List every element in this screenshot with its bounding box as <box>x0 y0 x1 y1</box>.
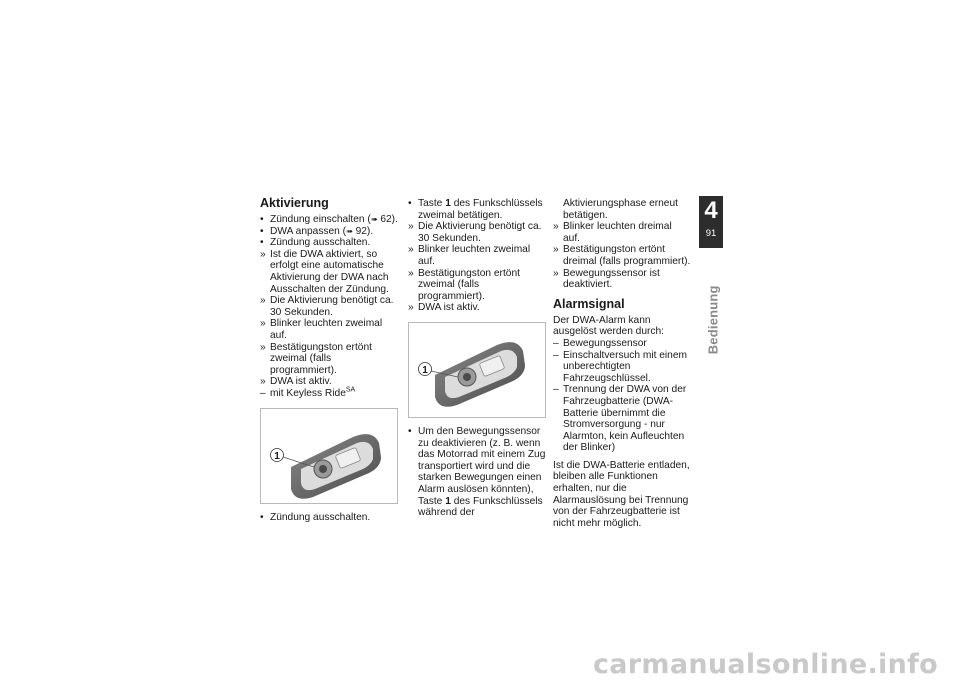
list-item-text: Ist die DWA aktiviert, so erfolgt eine automatische Aktivierung der DWA nach Ausschalten der Zündung. <box>270 248 389 295</box>
list-item <box>260 226 398 238</box>
list-item <box>260 512 398 524</box>
figure-callout-1: 1 <box>274 450 280 462</box>
key-fob-illustration <box>261 409 397 503</box>
list-item <box>408 268 546 303</box>
section-heading-alarmsignal: Alarmsignal <box>553 296 625 311</box>
column-1 <box>260 196 398 523</box>
list-item <box>408 221 546 244</box>
chapter-side-label <box>689 280 737 360</box>
list-item-text: 92). <box>352 225 374 237</box>
list-item-text: Taste <box>418 198 446 209</box>
key-fob-illustration <box>409 323 545 417</box>
column-3 <box>553 198 691 529</box>
chapter-number: 4 <box>704 197 718 224</box>
list-marker: » <box>553 221 559 233</box>
list-item-text: Um den Bewegungssensor zu deaktivieren (z. B. wenn das Motorrad mit einem Zug transportiert wird und die starken Bewegungen einen Alarm auslösen könnten), Taste <box>418 425 546 507</box>
list-item-text: Aktivierungsphase erneut betätigen. <box>563 198 678 221</box>
list-marker: » <box>408 267 414 279</box>
list-marker: – <box>260 387 266 399</box>
list-item-text: SA <box>345 386 356 394</box>
list-item-text: DWA anpassen ( <box>270 225 347 237</box>
list-item-text: DWA ist aktiv. <box>270 376 332 388</box>
key-fob-figure <box>408 322 546 418</box>
instruction-list-after <box>408 426 546 519</box>
list-item-text: Blinker leuchten zweimal auf. <box>270 318 383 341</box>
list-item-text: DWA ist aktiv. <box>418 302 480 314</box>
list-marker: » <box>260 248 266 260</box>
list-item <box>260 249 398 295</box>
list-item-text: Die Aktivierung benötigt ca. 30 Sekunden. <box>270 295 394 318</box>
list-marker: » <box>408 244 414 256</box>
list-item-text: Bestätigungston ertönt dreimal (falls programmiert). <box>563 244 691 267</box>
list-item <box>260 318 398 341</box>
list-marker: » <box>408 302 414 314</box>
instruction-list-after <box>260 512 398 524</box>
list-item-text: Die Aktivierung benötigt ca. 30 Sekunden. <box>418 221 542 244</box>
list-item <box>553 350 691 385</box>
key-fob-figure <box>260 408 398 504</box>
list-item-text: 1 <box>445 495 451 507</box>
alarm-trigger-list <box>553 338 691 454</box>
list-item-text: Zündung einschalten ( <box>270 214 371 225</box>
list-item <box>260 237 398 249</box>
list-item-text: Bestätigungston ertönt zweimal (falls programmiert). <box>270 341 372 376</box>
list-marker: » <box>260 295 266 307</box>
list-marker: » <box>408 221 414 233</box>
list-item <box>260 376 398 388</box>
list-item <box>553 338 691 350</box>
list-item <box>408 198 546 221</box>
list-marker: » <box>260 341 266 353</box>
list-item <box>553 198 691 221</box>
list-item-text: des Funkschlüssels während der <box>418 495 543 519</box>
instruction-list-continued <box>553 198 691 291</box>
list-marker: » <box>553 244 559 256</box>
list-item-text: Bewegungssensor <box>563 337 647 349</box>
chapter-tab <box>699 196 723 248</box>
page-ref-arrow-icon: ➠ <box>346 226 353 236</box>
list-item-text: Trennung der DWA von der Fahrzeugbatterie (DWA-Batterie übernimmt die Stromversorgung - nur Alarmton, kein Aufleuchten der Blinker) <box>563 384 687 454</box>
list-item <box>260 388 398 400</box>
list-marker: • <box>408 425 412 437</box>
page-number: 91 <box>705 228 717 239</box>
list-item <box>408 244 546 267</box>
list-item <box>408 302 546 314</box>
list-item-text: mit Keyless Ride <box>270 387 346 399</box>
list-marker: • <box>408 198 412 209</box>
list-item <box>408 426 546 519</box>
battery-note: Ist die DWA-Batterie entladen, bleiben alle Funktionen erhalten, nur die Alarmauslösung bei Trennung von der Fahrzeugbatterie ist nicht mehr möglich. <box>553 459 690 529</box>
list-marker: – <box>553 337 559 349</box>
list-item-text: des Funkschlüssels zweimal betätigen. <box>418 198 543 221</box>
alarm-intro: Der DWA-Alarm kann ausgelöst werden durch: <box>553 314 664 338</box>
list-item-text: Blinker leuchten dreimal auf. <box>563 221 672 244</box>
section-heading-aktivierung: Aktivierung <box>260 196 329 210</box>
list-marker: » <box>553 267 559 279</box>
list-item-text: Zündung ausschalten. <box>270 511 371 523</box>
list-item <box>553 268 691 291</box>
list-item <box>553 384 691 454</box>
list-item-text: Zündung ausschalten. <box>270 237 371 249</box>
list-item <box>553 244 691 267</box>
list-item <box>260 342 398 377</box>
list-marker: – <box>553 384 559 396</box>
list-marker: » <box>260 318 266 330</box>
list-item-text: Blinker leuchten zweimal auf. <box>418 244 531 267</box>
list-marker: • <box>260 237 264 249</box>
list-item-text: Einschaltversuch mit einem unberechtigten Fahrzeugschlüssel. <box>563 349 687 384</box>
figure-callout-1: 1 <box>422 364 428 376</box>
list-item-text: Bewegungssensor ist deaktiviert. <box>563 267 660 291</box>
list-item <box>553 221 691 244</box>
page-ref-arrow-icon: ➠ <box>370 215 378 224</box>
chapter-label: Bedienung <box>705 285 721 355</box>
list-item <box>260 214 398 226</box>
instruction-list <box>260 214 398 400</box>
list-marker: » <box>260 376 266 388</box>
list-marker: • <box>260 225 264 237</box>
list-item-text: 62). <box>377 214 398 225</box>
instruction-list <box>408 198 546 314</box>
list-item <box>260 295 398 318</box>
column-2 <box>408 198 546 519</box>
list-item-text: 1 <box>445 198 451 209</box>
watermark: carmanualsonline.info <box>592 649 938 680</box>
list-item-text: Bestätigungston ertönt zweimal (falls programmiert). <box>418 267 520 302</box>
list-marker: • <box>260 511 264 523</box>
list-marker: • <box>260 214 264 225</box>
list-marker: – <box>553 349 559 361</box>
